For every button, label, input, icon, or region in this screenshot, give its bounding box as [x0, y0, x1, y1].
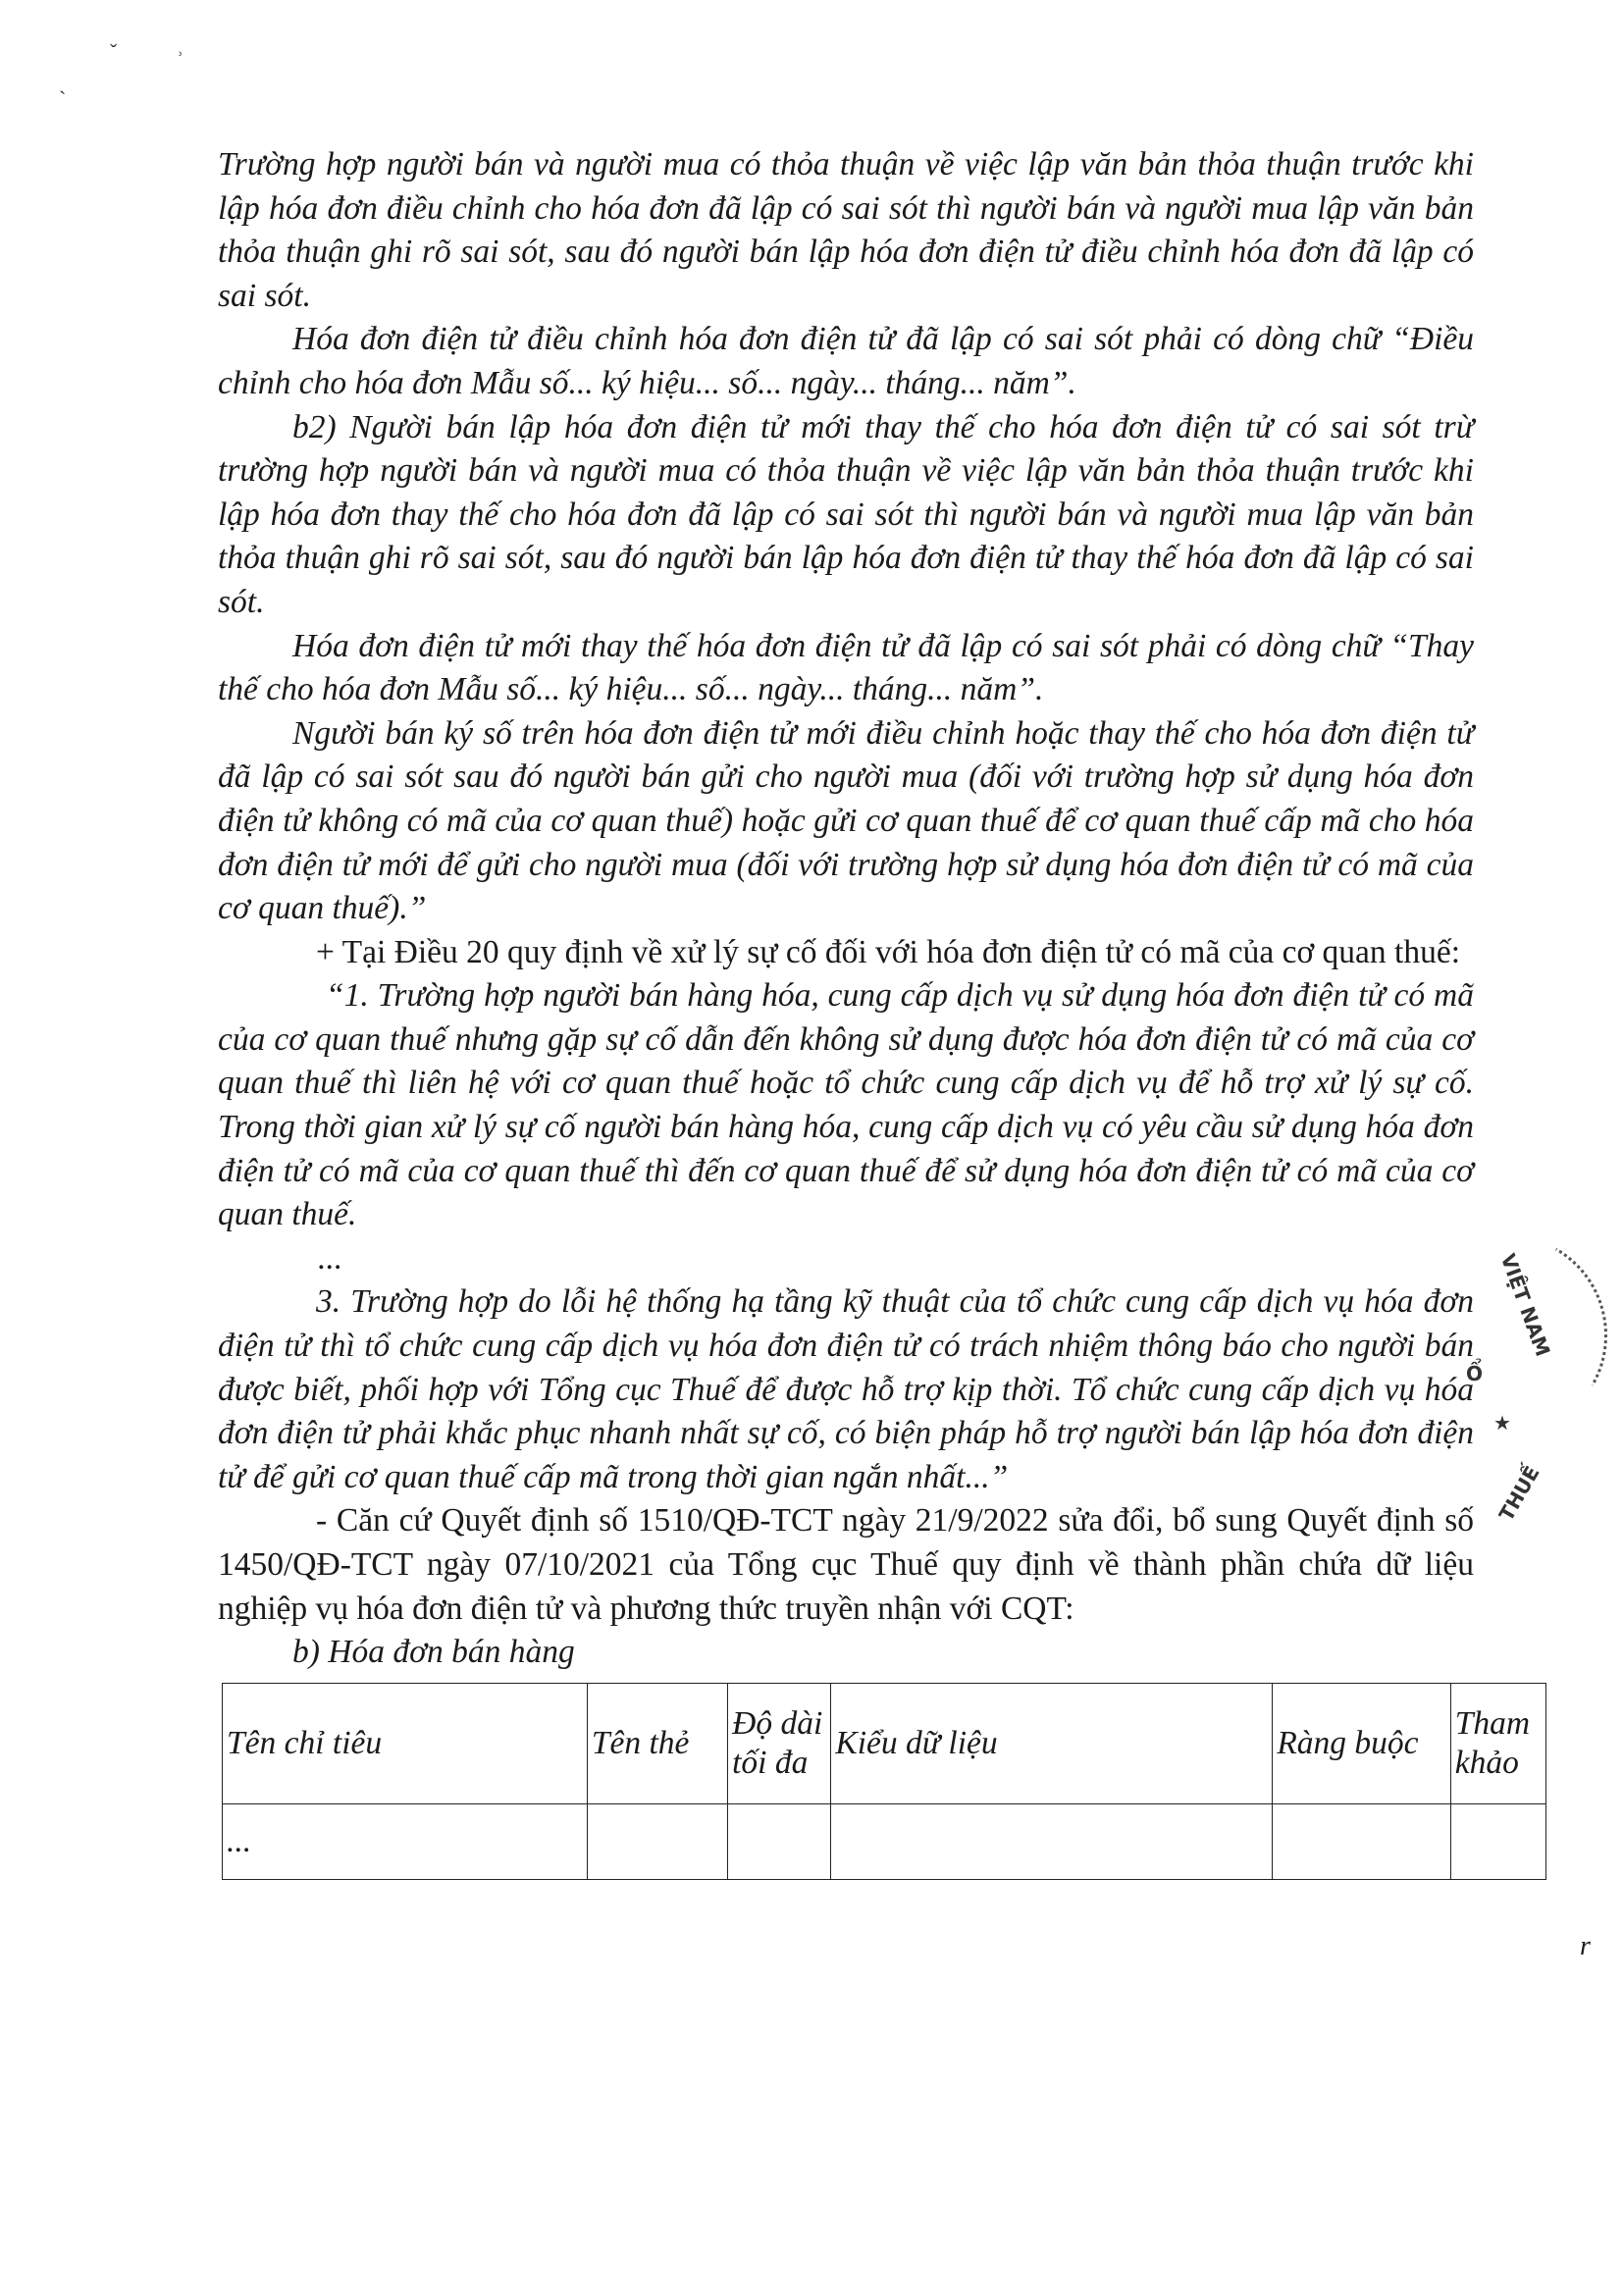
table-cell — [1450, 1803, 1545, 1879]
paragraph: Người bán ký số trên hóa đơn điện tử mới điều chỉnh hoặc thay thế cho hóa đơn điện tử đã lập có sai sót sau đó người bán gửi cho người mua (đối với trường hợp sử dụng hóa đơn điện tử không có mã của cơ quan thuế) hoặc gửi cơ quan thuế để cơ quan thuế cấp mã cho hóa đơn điện tử mới để gửi cho người mua (đối với trường hợp sử dụng hóa đơn điện tử có mã của cơ quan thuế).” — [218, 714, 1474, 927]
seal-text: THUẾ — [1493, 1461, 1544, 1526]
table-header-cell: Kiểu dữ liệu — [831, 1683, 1273, 1803]
table-cell — [1273, 1803, 1450, 1879]
margin-mark: r — [1580, 1931, 1591, 1961]
scan-mark: ˇ — [110, 39, 118, 64]
table-header-cell: Ràng buộc — [1273, 1683, 1450, 1803]
paragraph: Hóa đơn điện tử điều chỉnh hóa đơn điện tử đã lập có sai sót phải có dòng chữ “Điều chỉnh cho hóa đơn Mẫu số... ký hiệu... số... ngày... tháng... năm”. — [218, 321, 1474, 401]
paragraph: Trường hợp người bán và người mua có thỏa thuận về việc lập văn bản thỏa thuận trước khi lập hóa đơn điều chỉnh cho hóa đơn đã lập có sai sót thì người bán và người mua lập văn bản thỏa thuận ghi rõ sai sót, sau đó người bán lập hóa đơn điện tử điều chỉnh hóa đơn đã lập có sai sót. — [218, 146, 1474, 314]
table-cell — [831, 1803, 1273, 1879]
table-header-cell: Độ dài tối đa — [728, 1683, 831, 1803]
seal-text: Ổ — [1466, 1362, 1484, 1385]
quoted-paragraph: 3. Trường hợp do lỗi hệ thống hạ tầng kỹ thuật của tổ chức cung cấp dịch vụ hóa đơn điện tử thì tổ chức cung cấp dịch vụ hóa đơn điện tử có trách nhiệm thông báo cho người bán được biết, phối hợp với Tổng cục Thuế để được hỗ trợ kịp thời. Tổ chức cung cấp dịch vụ hóa đơn điện tử phải khắc phục nhanh nhất sự cố, có biện pháp hỗ trợ người bán lập hóa đơn điện tử để gửi cơ quan thuế cấp mã trong thời gian ngắn nhất...” — [218, 1283, 1474, 1495]
scan-mark: ˒ — [177, 37, 184, 62]
paragraph: + Tại Điều 20 quy định về xử lý sự cố đối với hóa đơn điện tử có mã của cơ quan thuế: — [316, 933, 1461, 970]
seal-star-icon: ★ — [1493, 1411, 1511, 1435]
table-cell — [587, 1803, 727, 1879]
paragraph: b2) Người bán lập hóa đơn điện tử mới thay thế cho hóa đơn điện tử có sai sót trừ trường hợp người bán và người mua có thỏa thuận về việc lập văn bản thỏa thuận trước khi lập hóa đơn thay thế cho hóa đơn đã lập có sai sót thì người bán và người mua lập văn bản thỏa thuận ghi rõ sai sót, sau đó người bán lập hóa đơn điện tử thay thế hóa đơn đã lập có sai sót. — [218, 408, 1474, 620]
quoted-paragraph: “1. Trường hợp người bán hàng hóa, cung cấp dịch vụ sử dụng hóa đơn điện tử có mã của cơ quan thuế nhưng gặp sự cố dẫn đến không sử dụng được hóa đơn điện tử có mã của cơ quan thuế thì liên hệ với cơ quan thuế hoặc tổ chức cung cấp dịch vụ để hỗ trợ xử lý sự cố. Trong thời gian xử lý sự cố người bán hàng hóa, cung cấp dịch vụ có yêu cầu sử dụng hóa đơn điện tử có mã của cơ quan thuế thì đến cơ quan thuế để sử dụng hóa đơn điện tử có mã của cơ quan thuế. — [218, 977, 1474, 1233]
table-cell: ... — [223, 1803, 588, 1879]
paragraph: Hóa đơn điện tử mới thay thế hóa đơn điện tử đã lập có sai sót phải có dòng chữ “Thay thế cho hóa đơn Mẫu số... ký hiệu... số... ngày... tháng... năm”. — [218, 627, 1474, 708]
scan-mark: ˋ — [59, 86, 67, 111]
table-row — [223, 1803, 1546, 1879]
table-header-cell: Tên chỉ tiêu — [223, 1683, 588, 1803]
seal-text: VIỆT NAM — [1495, 1250, 1555, 1360]
table-header-cell: Tham khảo — [1450, 1683, 1545, 1803]
table-cell — [728, 1803, 831, 1879]
paragraph: - Căn cứ Quyết định số 1510/QĐ-TCT ngày 21/9/2022 sửa đổi, bổ sung Quyết định số 1450/QĐ-TCT ngày 07/10/2021 của Tổng cục Thuế quy định về thành phần chứa dữ liệu nghiệp vụ hóa đơn điện tử và phương thức truyền nhận với CQT: — [218, 1502, 1474, 1627]
ellipsis: ... — [318, 1239, 343, 1277]
section-heading: b) Hóa đơn bán hàng — [292, 1634, 575, 1671]
invoice-field-table — [222, 1683, 1546, 1880]
table-header-cell: Tên thẻ — [587, 1683, 727, 1803]
table-header-row — [223, 1683, 1546, 1803]
